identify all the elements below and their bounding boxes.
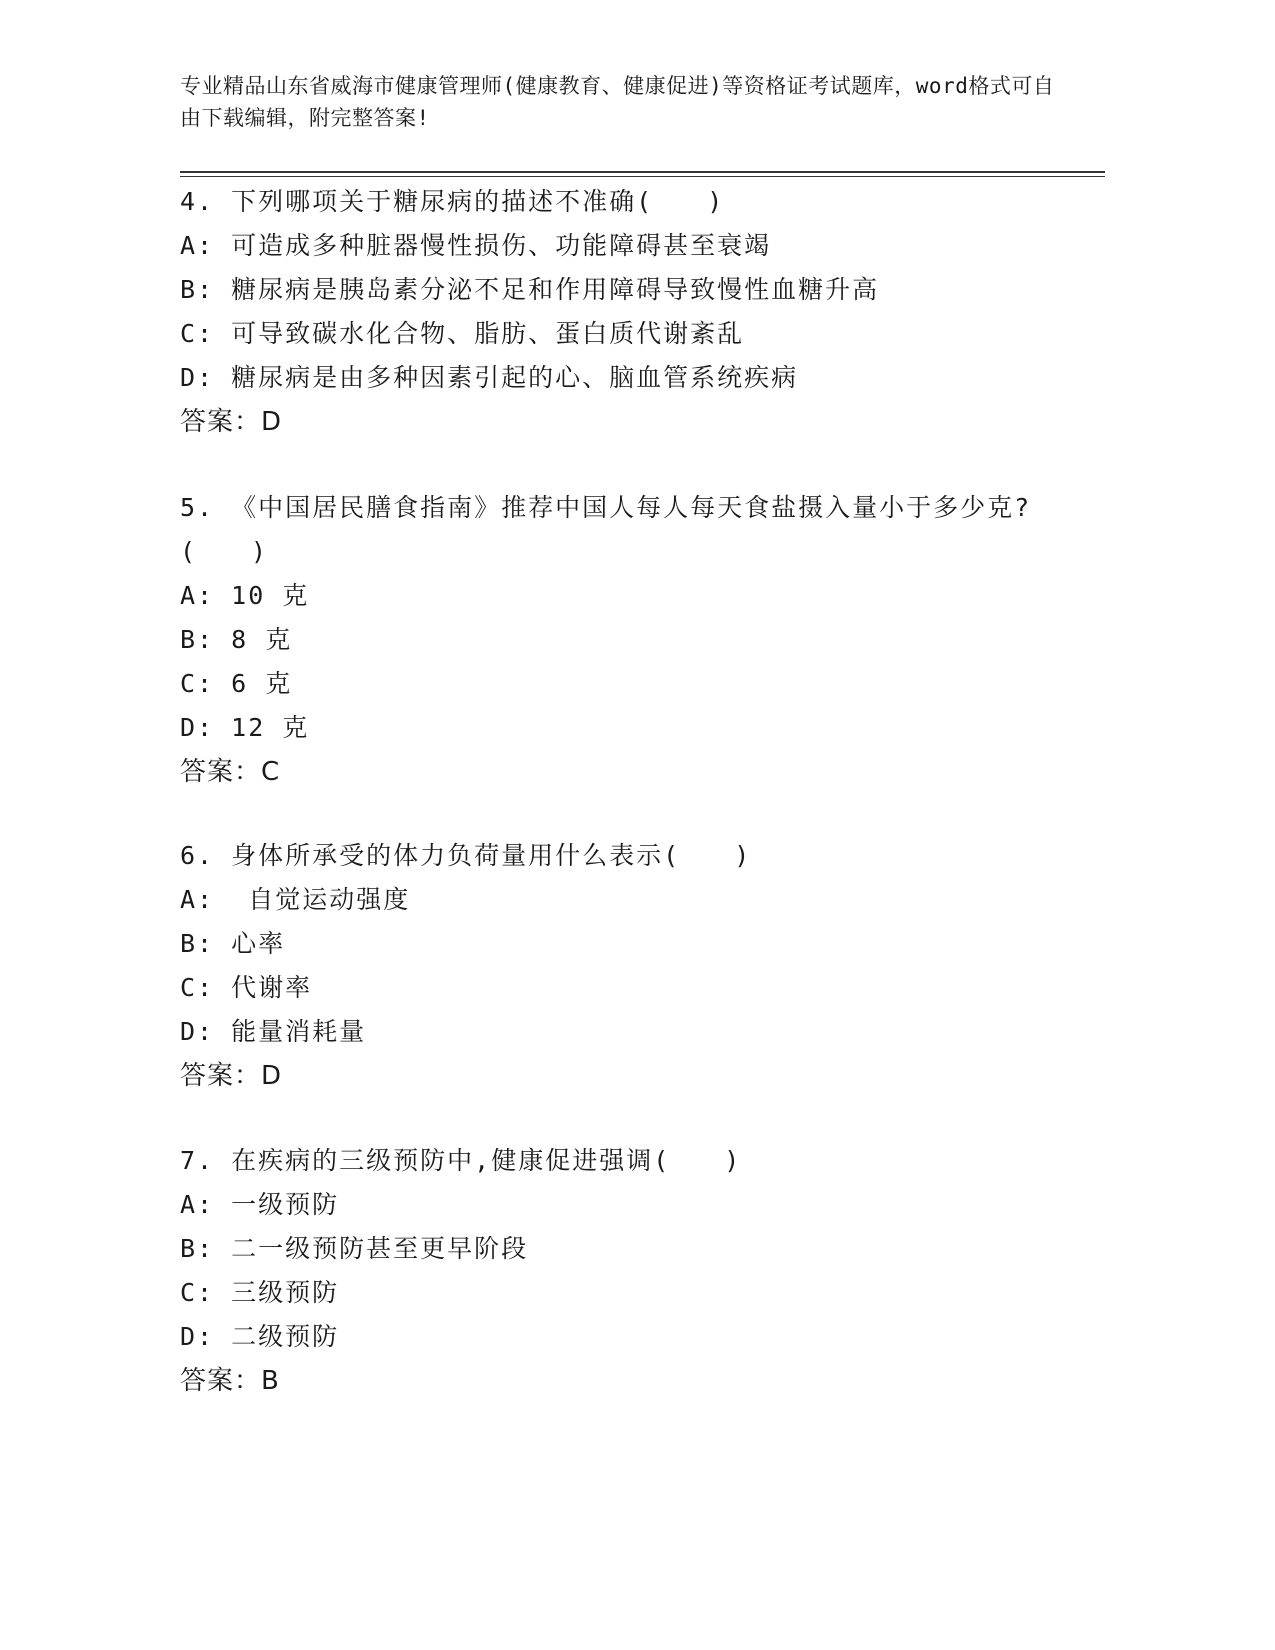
question-stem: 7. 在疾病的三级预防中,健康促进强调( ) [180, 1146, 742, 1175]
document-header: 专业精品山东省威海市健康管理师(健康教育、健康促进)等资格证考试题库，word格式可自由下载编辑，附完整答案! [180, 74, 1055, 130]
option-c: C: 三级预防 [180, 1278, 340, 1307]
answer-label: 答案： [180, 1366, 262, 1396]
answer-line [180, 1359, 1105, 1403]
option-b: B: 二一级预防甚至更早阶段 [180, 1234, 529, 1263]
header-divider [180, 171, 1105, 177]
question-5 [180, 486, 1105, 794]
answer-value: C [261, 757, 281, 787]
option-c: C: 可导致碳水化合物、脂肪、蛋白质代谢紊乱 [180, 319, 745, 348]
question-stem: 5. 《中国居民膳食指南》推荐中国人每人每天食盐摄入量小于多少克?( ) [180, 493, 1032, 566]
question-7 [180, 1139, 1105, 1403]
answer-value: B [261, 1366, 280, 1396]
question-4 [180, 180, 1105, 444]
option-d: D: 12 克 [180, 713, 310, 742]
option-d: D: 能量消耗量 [180, 1017, 367, 1046]
option-a: A: 一级预防 [180, 1190, 340, 1219]
answer-line [180, 400, 1105, 444]
option-b: B: 8 克 [180, 625, 293, 654]
answer-value: D [261, 1061, 283, 1091]
option-d: D: 糖尿病是由多种因素引起的心、脑血管系统疾病 [180, 363, 799, 392]
answer-label: 答案： [180, 1061, 262, 1091]
question-6 [180, 834, 1105, 1098]
option-a: A: 自觉运动强度 [180, 885, 411, 914]
answer-label: 答案： [180, 757, 262, 787]
option-b: B: 心率 [180, 929, 286, 958]
option-a: A: 10 克 [180, 581, 310, 610]
option-a: A: 可造成多种脏器慢性损伤、功能障碍甚至衰竭 [180, 231, 772, 260]
option-c: C: 代谢率 [180, 973, 313, 1002]
answer-line [180, 750, 1105, 794]
answer-line [180, 1054, 1105, 1098]
option-c: C: 6 克 [180, 669, 293, 698]
answer-label: 答案： [180, 407, 262, 437]
answer-value: D [261, 407, 283, 437]
option-d: D: 二级预防 [180, 1322, 340, 1351]
question-stem: 4. 下列哪项关于糖尿病的描述不准确( ) [180, 187, 725, 216]
option-b: B: 糖尿病是胰岛素分泌不足和作用障碍导致慢性血糖升高 [180, 275, 880, 304]
question-stem: 6. 身体所承受的体力负荷量用什么表示( ) [180, 841, 752, 870]
